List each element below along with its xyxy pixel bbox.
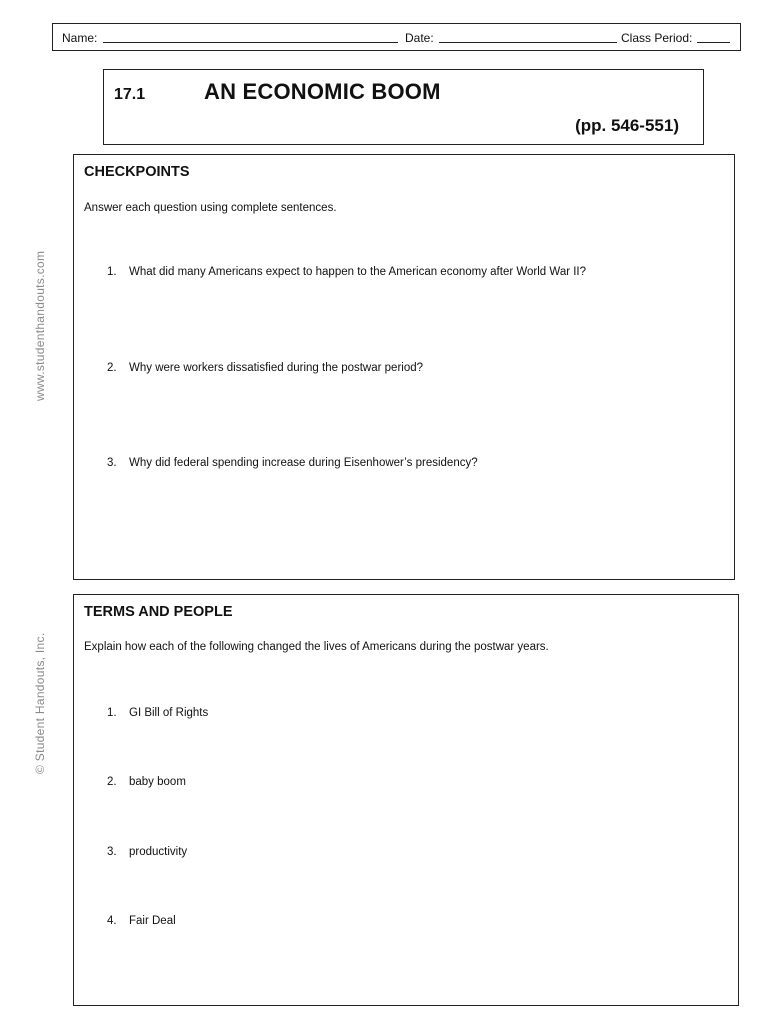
- question-number: 2.: [107, 362, 117, 374]
- checkpoints-heading: CHECKPOINTS: [84, 164, 190, 180]
- term-number: 4.: [107, 915, 117, 927]
- page-range: (pp. 546-551): [575, 116, 679, 135]
- term-item: [107, 915, 176, 927]
- question-number: 3.: [107, 457, 117, 469]
- terms-instructions: Explain how each of the following changed the lives of Americans during the postwar years.: [84, 641, 549, 653]
- website-watermark: www.studenthandouts.com: [33, 250, 47, 401]
- term-number: 1.: [107, 707, 117, 719]
- question-number: 1.: [107, 266, 117, 278]
- checkpoints-section: [73, 154, 735, 580]
- terms-section: [73, 594, 739, 1006]
- checkpoint-question: [107, 362, 423, 374]
- class-period-label: Class Period:: [621, 31, 693, 45]
- page-title: AN ECONOMIC BOOM: [204, 79, 441, 104]
- date-blank[interactable]: [439, 31, 617, 43]
- term-item: [107, 707, 208, 719]
- term-text: baby boom: [129, 776, 186, 788]
- name-label: Name:: [62, 31, 98, 45]
- term-text: Fair Deal: [129, 915, 176, 927]
- checkpoint-question: [107, 266, 586, 278]
- term-number: 3.: [107, 846, 117, 858]
- student-info-header: [52, 23, 741, 51]
- checkpoint-question: [107, 457, 478, 469]
- term-number: 2.: [107, 776, 117, 788]
- name-blank[interactable]: [103, 31, 398, 43]
- question-text: Why did federal spending increase during Eisenhower’s presidency?: [129, 457, 478, 469]
- class-period-blank[interactable]: [697, 31, 730, 43]
- term-text: productivity: [129, 846, 188, 858]
- question-text: What did many Americans expect to happen to the American economy after World War II?: [129, 266, 587, 278]
- term-text: GI Bill of Rights: [129, 707, 209, 719]
- title-box: [103, 69, 704, 145]
- term-item: [107, 846, 187, 858]
- copyright-watermark: © Student Handouts, Inc.: [33, 632, 47, 774]
- checkpoints-instructions: Answer each question using complete sentences.: [84, 202, 337, 214]
- terms-heading: TERMS AND PEOPLE: [84, 604, 233, 620]
- question-text: Why were workers dissatisfied during the postwar period?: [129, 362, 424, 374]
- term-item: [107, 776, 186, 788]
- section-number: 17.1: [114, 86, 146, 103]
- date-label: Date:: [405, 31, 434, 45]
